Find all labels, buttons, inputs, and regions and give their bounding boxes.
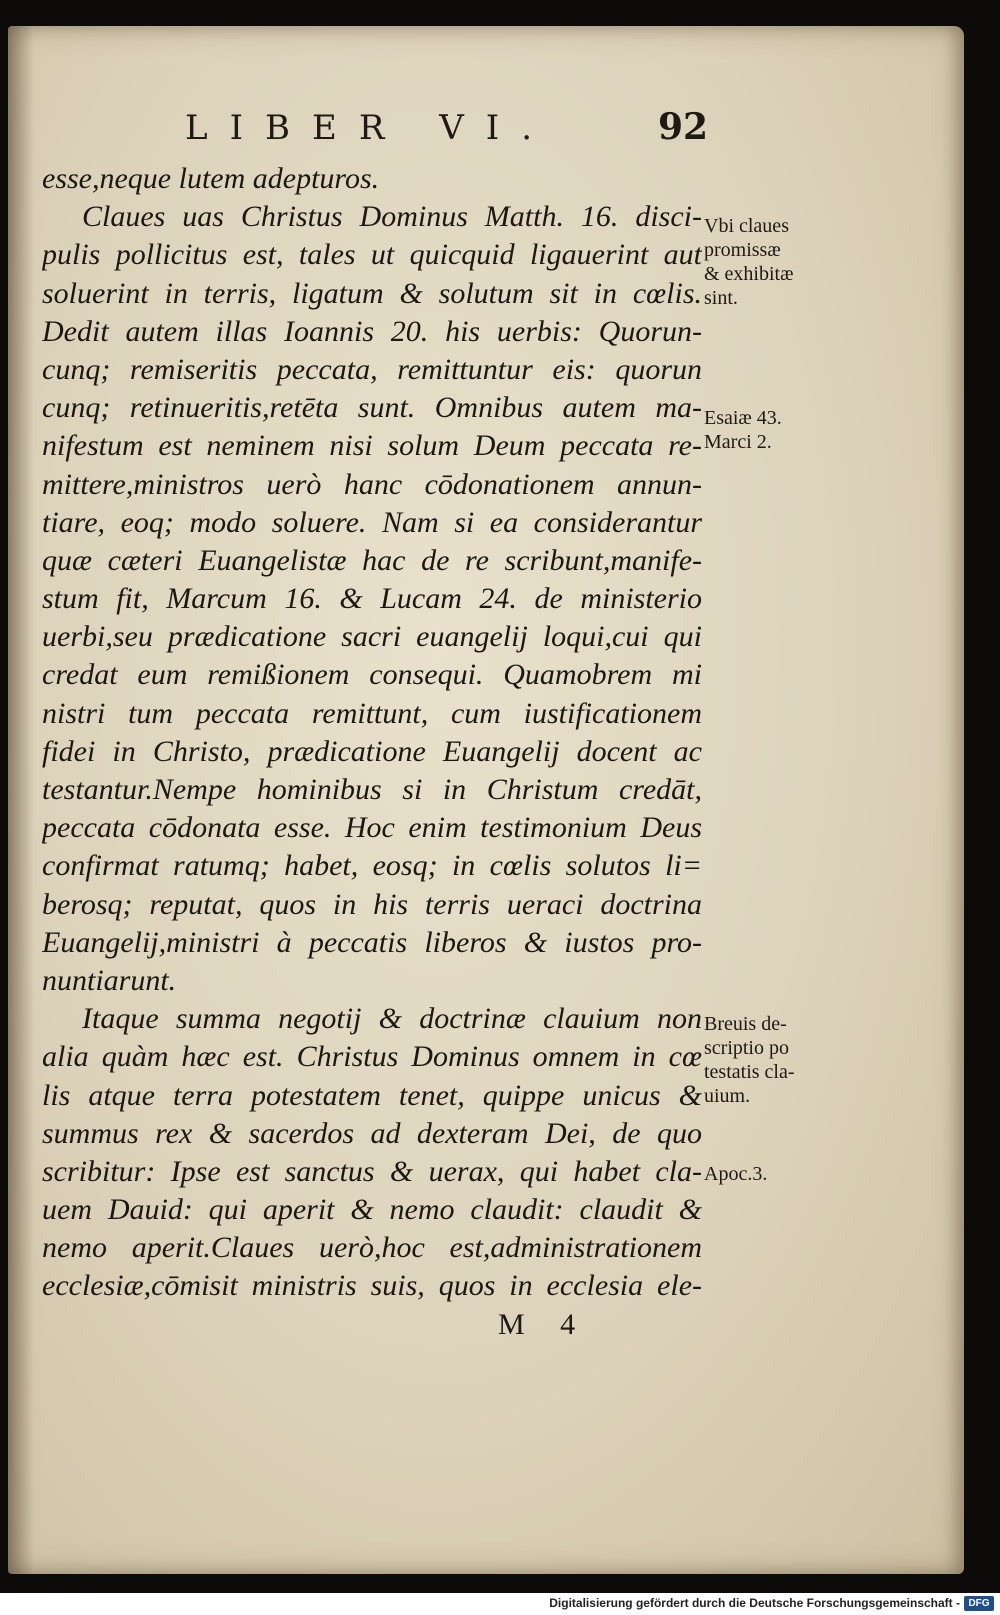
text-line: pulis pollicitus est, tales ut quicquid ligauerint aut	[42, 238, 702, 272]
text-line: uerbi,seu prædicatione sacri euangelij loqui,cui qui	[42, 620, 702, 654]
text-line: testantur.Nempe hominibus si in Christum credāt,	[42, 773, 702, 806]
marginal-note-apoc	[704, 1162, 834, 1186]
marginal-note-breuis	[704, 1012, 834, 1108]
marginal-line: Esaiæ 43.	[704, 407, 782, 429]
text-line: quæ cæteri Euangelistæ hac de re scribunt,manife-	[42, 543, 702, 577]
signature-mark: M 4	[498, 1308, 590, 1341]
text-line: peccata cōdonata esse. Hoc enim testimonium Deus	[42, 811, 702, 845]
text-line: nifestum est neminem nisi solum Deum peccata re-	[42, 429, 702, 463]
marginal-line: Marci 2.	[704, 431, 772, 453]
digitization-footer	[0, 1593, 1000, 1615]
text-line: nistri tum peccata remittunt, cum iustificationem	[42, 696, 702, 730]
marginal-line: promissæ	[704, 239, 781, 261]
text-line: nuntiarunt.	[42, 963, 177, 997]
text-line: uem Dauid: qui aperit & nemo claudit: claudit &	[42, 1193, 702, 1227]
text-line: scribitur: Ipse est sanctus & uerax, qui habet cla-	[42, 1154, 702, 1188]
text-line: cunq; retinueritis,retēta sunt. Omnibus autem ma-	[42, 391, 702, 425]
text-line: tiare, eoq; modo soluere. Nam si ea considerantur	[42, 505, 702, 539]
marginal-line: uium.	[704, 1085, 751, 1107]
text-line: Euangelij,ministri à peccatis liberos & iustos pro-	[42, 925, 702, 959]
marginal-line: Breuis de-	[704, 1013, 787, 1035]
text-line: fidei in Christo, prædicatione Euangelij docent ac	[42, 734, 702, 768]
main-text-block	[42, 160, 702, 1306]
marginal-line: sint.	[704, 287, 738, 309]
marginal-line: & exhibitæ	[704, 263, 794, 285]
text-line: stum fit, Marcum 16. & Lucam 24. de ministerio	[42, 582, 702, 616]
marginal-line: testatis cla-	[704, 1061, 795, 1083]
text-line: Dedit autem illas Ioannis 20. his uerbis: Quorun-	[42, 314, 702, 348]
text-line: summus rex & sacerdos ad dexteram Dei, de quo	[42, 1116, 702, 1150]
text-line: esse,neque lutem adepturos.	[42, 162, 380, 195]
text-line: Claues uas Christus Dominus Matth. 16. disci-	[82, 200, 702, 234]
text-line: mittere,ministros uerò hanc cōdonationem annun-	[42, 467, 702, 501]
text-line: lis atque terra potestatem tenet, quippe unicus &	[42, 1078, 702, 1112]
marginal-line: Apoc.3.	[704, 1163, 768, 1185]
text-line: alia quàm hæc est. Christus Dominus omnem in cœ	[42, 1040, 702, 1074]
marginal-line: Vbi claues	[704, 215, 789, 237]
text-line: confirmat ratumq; habet, eosq; in cœlis solutos li=	[42, 849, 702, 883]
text-line: credat eum remißionem consequi. Quamobrem mi	[42, 658, 702, 692]
text-line: berosq; reputat, quos in his terris ueraci doctrina	[42, 887, 702, 921]
marginal-line: scriptio po	[704, 1037, 789, 1059]
text-line: nemo aperit.Claues uerò,hoc est,administrationem	[42, 1231, 702, 1265]
dfg-logo: DFG	[964, 1596, 994, 1611]
text-line: ecclesiæ,cōmisit ministris suis, quos in ecclesia ele-	[42, 1269, 702, 1303]
text-line: soluerint in terris, ligatum & solutum sit in cœlis.	[42, 276, 702, 310]
marginal-note-claues	[704, 214, 834, 310]
running-head: LIBER VI.	[185, 108, 555, 148]
marginal-note-esaiae	[704, 406, 834, 454]
footer-credit: Digitalisierung gefördert durch die Deutsche Forschungsgemeinschaft -	[549, 1596, 960, 1610]
page-number: 92	[658, 106, 709, 148]
text-line: Itaque summa negotij & doctrinæ clauium non	[82, 1002, 702, 1036]
page-gutter-shadow	[8, 26, 34, 1574]
text-line: cunq; remiseritis peccata, remittuntur eis: quorun	[42, 352, 702, 386]
